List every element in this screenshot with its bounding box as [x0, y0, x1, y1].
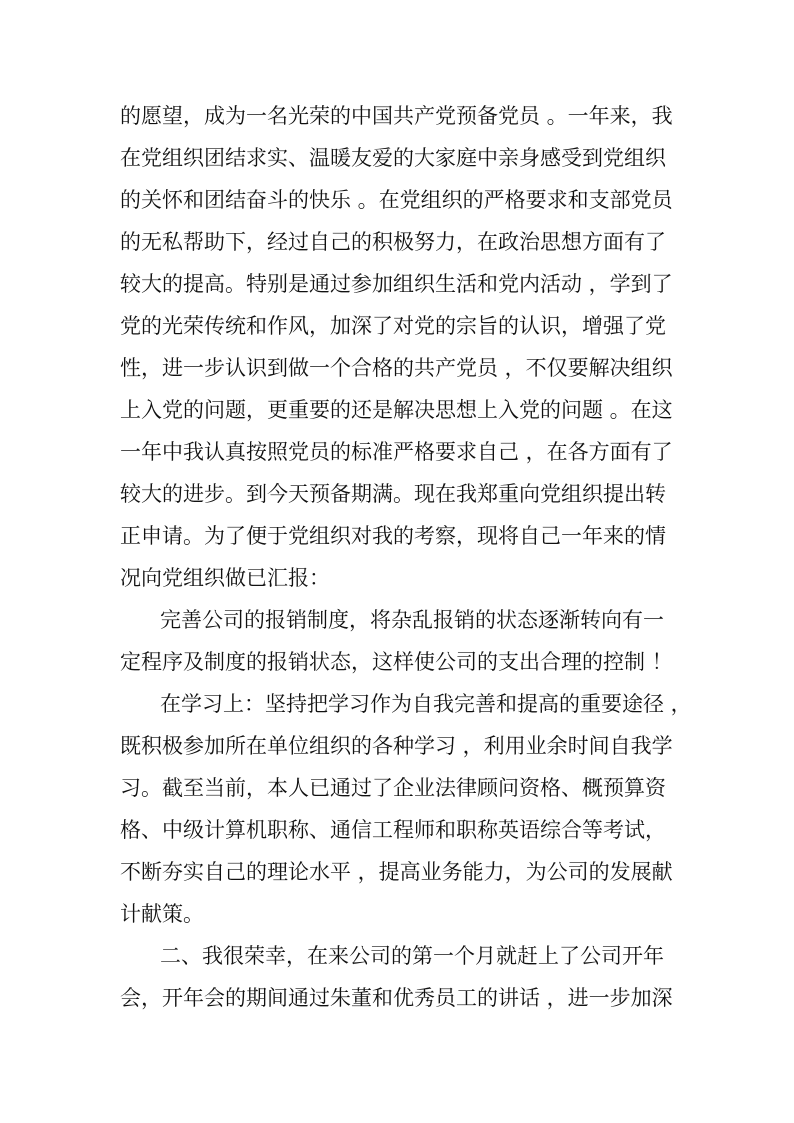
paragraph-line: 上入党的问题，更重要的还是解决思想上入党的问题 。在这 — [120, 398, 673, 422]
paragraph-line: 在学习上：坚持把学习作为自我完善和提高的重要途径 ， — [160, 692, 692, 716]
paragraph-line: 况向党组织做已汇报： — [120, 566, 330, 590]
paragraph-line: 的无私帮助下，经过自己的积极努力，在政治思想方面有了 — [120, 230, 666, 254]
paragraph-line: 计献策。 — [120, 902, 204, 926]
paragraph-line: 不断夯实自己的理论水平 ，提高业务能力，为公司的发展献 — [120, 860, 673, 884]
paragraph-line: 会，开年会的期间通过朱董和优秀员工的讲话 ，进一步加深 — [120, 986, 673, 1010]
paragraph-line: 性，进一步认识到做一个合格的共产党员 ，不仅要解决组织 — [120, 356, 673, 380]
paragraph-line: 定程序及制度的报销状态，这样使公司的支出合理的控制 ！ — [120, 650, 673, 674]
paragraph-line: 较大的提高。特别是通过参加组织生活和党内活动 ，学到了 — [120, 272, 673, 296]
paragraph-line: 较大的进步。到今天预备期满。现在我郑重向党组织提出转 — [120, 482, 666, 506]
paragraph-line: 的愿望，成为一名光荣的中国共产党预备党员 。一年来，我 — [120, 104, 673, 128]
paragraph-line: 的关怀和团结奋斗的快乐 。在党组织的严格要求和支部党员 — [120, 188, 673, 212]
paragraph-line: 党的光荣传统和作风，加深了对党的宗旨的认识，增强了党 — [120, 314, 666, 338]
paragraph-line: 格、中级计算机职称、通信工程师和职称英语综合等考试， — [120, 818, 666, 842]
paragraph-line: 正申请。为了便于党组织对我的考察，现将自己一年来的情 — [120, 524, 666, 548]
paragraph-line: 二、我很荣幸，在来公司的第一个月就赶上了公司开年 — [160, 944, 664, 968]
paragraph-line: 完善公司的报销制度，将杂乱报销的状态逐渐转向有一 — [160, 608, 664, 632]
paragraph-line: 习。截至当前，本人已通过了企业法律顾问资格、概预算资 — [120, 776, 666, 800]
paragraph-line: 一年中我认真按照党员的标准严格要求自己 ，在各方面有了 — [120, 440, 673, 464]
paragraph-line: 既积极参加所在单位组织的各种学习 ，利用业余时间自我学 — [120, 734, 673, 758]
paragraph-line: 在党组织团结求实、温暖友爱的大家庭中亲身感受到党组织 — [120, 146, 666, 170]
